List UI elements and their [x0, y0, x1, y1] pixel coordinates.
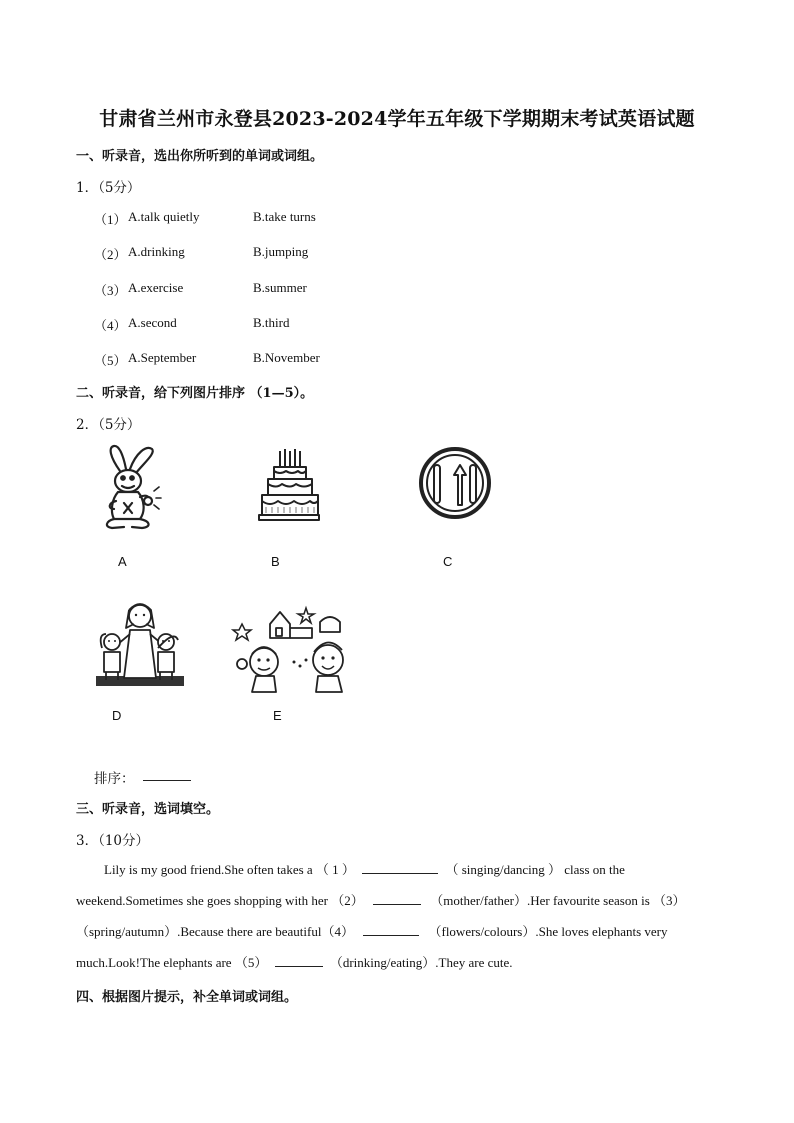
- passage-text: （flowers/colours）.She loves elephants very: [428, 924, 668, 939]
- q1-option-a: A.drinking: [128, 244, 185, 259]
- q1-option-b: B.take turns: [253, 209, 316, 224]
- answer-blank-2[interactable]: [373, 892, 421, 905]
- q1-item-number: （2）: [94, 247, 127, 262]
- picture-label-d: D: [112, 708, 122, 723]
- picture-label-c: C: [443, 554, 453, 569]
- picture-label-e: E: [273, 708, 282, 723]
- question-1-header: 1．（5分）: [76, 180, 141, 196]
- answer-blank-5[interactable]: [275, 954, 323, 967]
- passage-text: Lily is my good friend.She often takes a （ 1 ）: [104, 862, 355, 877]
- picture-label-a: A: [118, 554, 127, 569]
- q1-item-number: （3）: [94, 283, 127, 298]
- q1-option-a: A.talk quietly: [128, 209, 200, 224]
- section-1-heading: 一、听录音，选出你所听到的单词或词组。: [76, 149, 324, 164]
- passage-text: （mother/father）.Her favourite season is （3）: [430, 893, 686, 908]
- order-answer-blank[interactable]: [143, 769, 191, 781]
- passage-text: （spring/autumn）.Because there are beautiful（4）: [76, 924, 354, 939]
- traffic-sign-picture: [418, 445, 492, 521]
- passage-text: （drinking/eating）.They are cute.: [329, 955, 513, 970]
- passage-line-4: [76, 947, 718, 978]
- passage-line-2: [76, 885, 718, 916]
- q1-item-number: （5）: [94, 353, 127, 368]
- q1-option-b: B.November: [253, 350, 320, 365]
- passage-text: （ singing/dancing ） class on the: [445, 862, 625, 877]
- question-2-header: 2．（5分）: [76, 417, 141, 433]
- answer-blank-4[interactable]: [363, 923, 419, 936]
- children-playing-picture: [230, 604, 360, 696]
- q1-option-b: B.third: [253, 315, 290, 330]
- passage-text: much.Look!The elephants are （5）: [76, 955, 268, 970]
- page-title: 甘肃省兰州市永登县2023-2024学年五年级下学期期末考试英语试题: [99, 108, 695, 130]
- q1-item-number: （1）: [94, 212, 127, 227]
- passage-line-1: [76, 854, 718, 885]
- children-picture: [94, 600, 186, 690]
- rabbit-picture: [96, 443, 162, 531]
- q1-option-a: A.September: [128, 350, 197, 365]
- birthday-cake-picture: [258, 447, 320, 525]
- q1-option-b: B.summer: [253, 280, 307, 295]
- section-2-heading: 二、听录音，给下列图片排序 （1—5）。: [76, 386, 314, 401]
- question-3-header: 3．（10分）: [76, 833, 150, 849]
- section-4-heading: 四、根据图片提示，补全单词或词组。: [76, 990, 298, 1005]
- q1-option-b: B.jumping: [253, 244, 309, 259]
- passage-text: weekend.Sometimes she goes shopping with her （2）: [76, 893, 364, 908]
- picture-label-b: B: [271, 554, 280, 569]
- passage-line-3: [76, 916, 718, 947]
- q1-option-a: A.exercise: [128, 280, 184, 295]
- q1-item-number: （4）: [94, 318, 127, 333]
- answer-blank-1[interactable]: [362, 861, 438, 874]
- section-3-heading: 三、听录音，选词填空。: [76, 802, 220, 817]
- q1-option-a: A.second: [128, 315, 177, 330]
- order-label: 排序：: [94, 771, 135, 787]
